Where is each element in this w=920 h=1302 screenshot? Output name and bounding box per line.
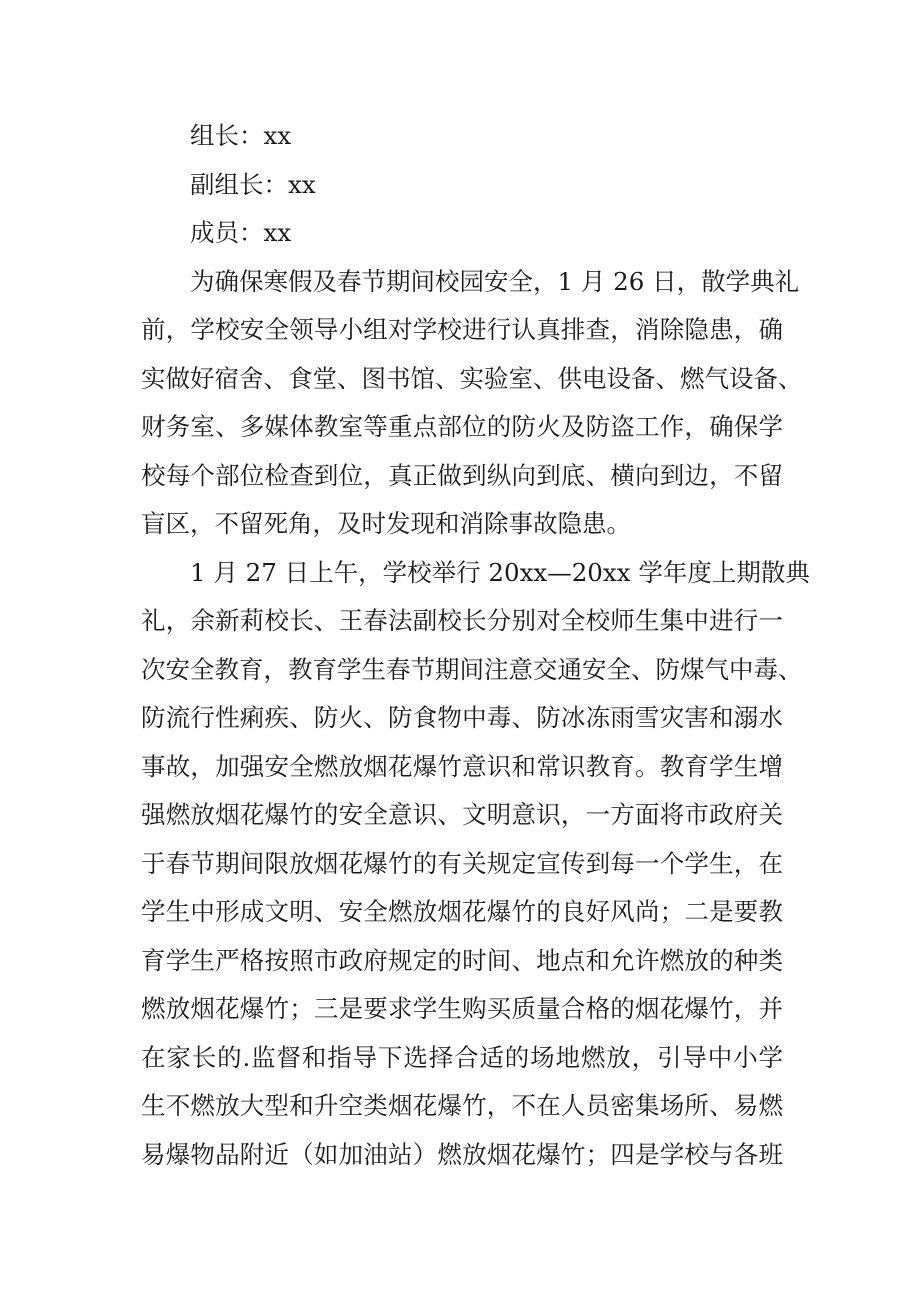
paragraph-line: 事故，加强安全燃放烟花爆竹意识和常识教育。教育学生增: [141, 751, 783, 781]
document-body: [141, 112, 810, 1179]
paragraph-line: 为确保寒假及春节期间校园安全，1 月 26 日，散学典礼: [190, 266, 800, 296]
paragraph-safety-inspection: [141, 258, 803, 549]
paragraph-line: 校每个部位检查到位，真正做到纵向到底、横向到边，不留: [141, 460, 783, 490]
paragraph-line: 盲区，不留死角，及时发现和消除事故隐患。: [141, 509, 631, 538]
roster-members: 成员：xx: [190, 218, 292, 247]
paragraph-line: 学生中形成文明、安全燃放烟花爆竹的良好风尚；二是要教: [141, 897, 783, 926]
roster-deputy-leader: 副组长：xx: [190, 169, 316, 199]
paragraph-line: 实做好宿舍、食堂、图书馆、实验室、供电设备、燃气设备、: [141, 363, 803, 393]
paragraph-line: 生不燃放大型和升空类烟花爆竹，不在人员密集场所、易燃: [141, 1091, 783, 1120]
paragraph-line: 防流行性痢疾、防火、防食物中毒、防冰冻雨雪灾害和溺水: [141, 703, 783, 732]
roster-leader: 组长：xx: [190, 121, 292, 150]
paragraph-line: 次安全教育，教育学生春节期间注意交通安全、防煤气中毒、: [141, 654, 803, 684]
paragraph-safety-education: [141, 549, 810, 1180]
paragraph-line: 强燃放烟花爆竹的安全意识、文明意识，一方面将市政府关: [141, 800, 783, 829]
paragraph-line: 礼，余新莉校长、王春法副校长分别对全校师生集中进行一: [141, 606, 783, 635]
paragraph-line: 易爆物品附近（如加油站）燃放烟花爆竹；四是学校与各班: [141, 1139, 783, 1169]
paragraph-line: 财务室、多媒体教室等重点部位的防火及防盗工作，确保学: [141, 412, 783, 441]
paragraph-line: 1 月 27 日上午，学校举行 20xx—20xx 学年度上期散典: [190, 557, 810, 587]
paragraph-line: 在家长的.监督和指导下选择合适的场地燃放，引导中小学: [141, 1042, 783, 1072]
paragraph-line: 前，学校安全领导小组对学校进行认真排查，消除隐患，确: [141, 315, 783, 344]
paragraph-line: 于春节期间限放烟花爆竹的有关规定宣传到每一个学生，在: [141, 848, 783, 878]
paragraph-line: 育学生严格按照市政府规定的时间、地点和允许燃放的种类: [141, 945, 783, 975]
paragraph-line: 燃放烟花爆竹；三是要求学生购买质量合格的烟花爆竹，并: [141, 994, 783, 1023]
